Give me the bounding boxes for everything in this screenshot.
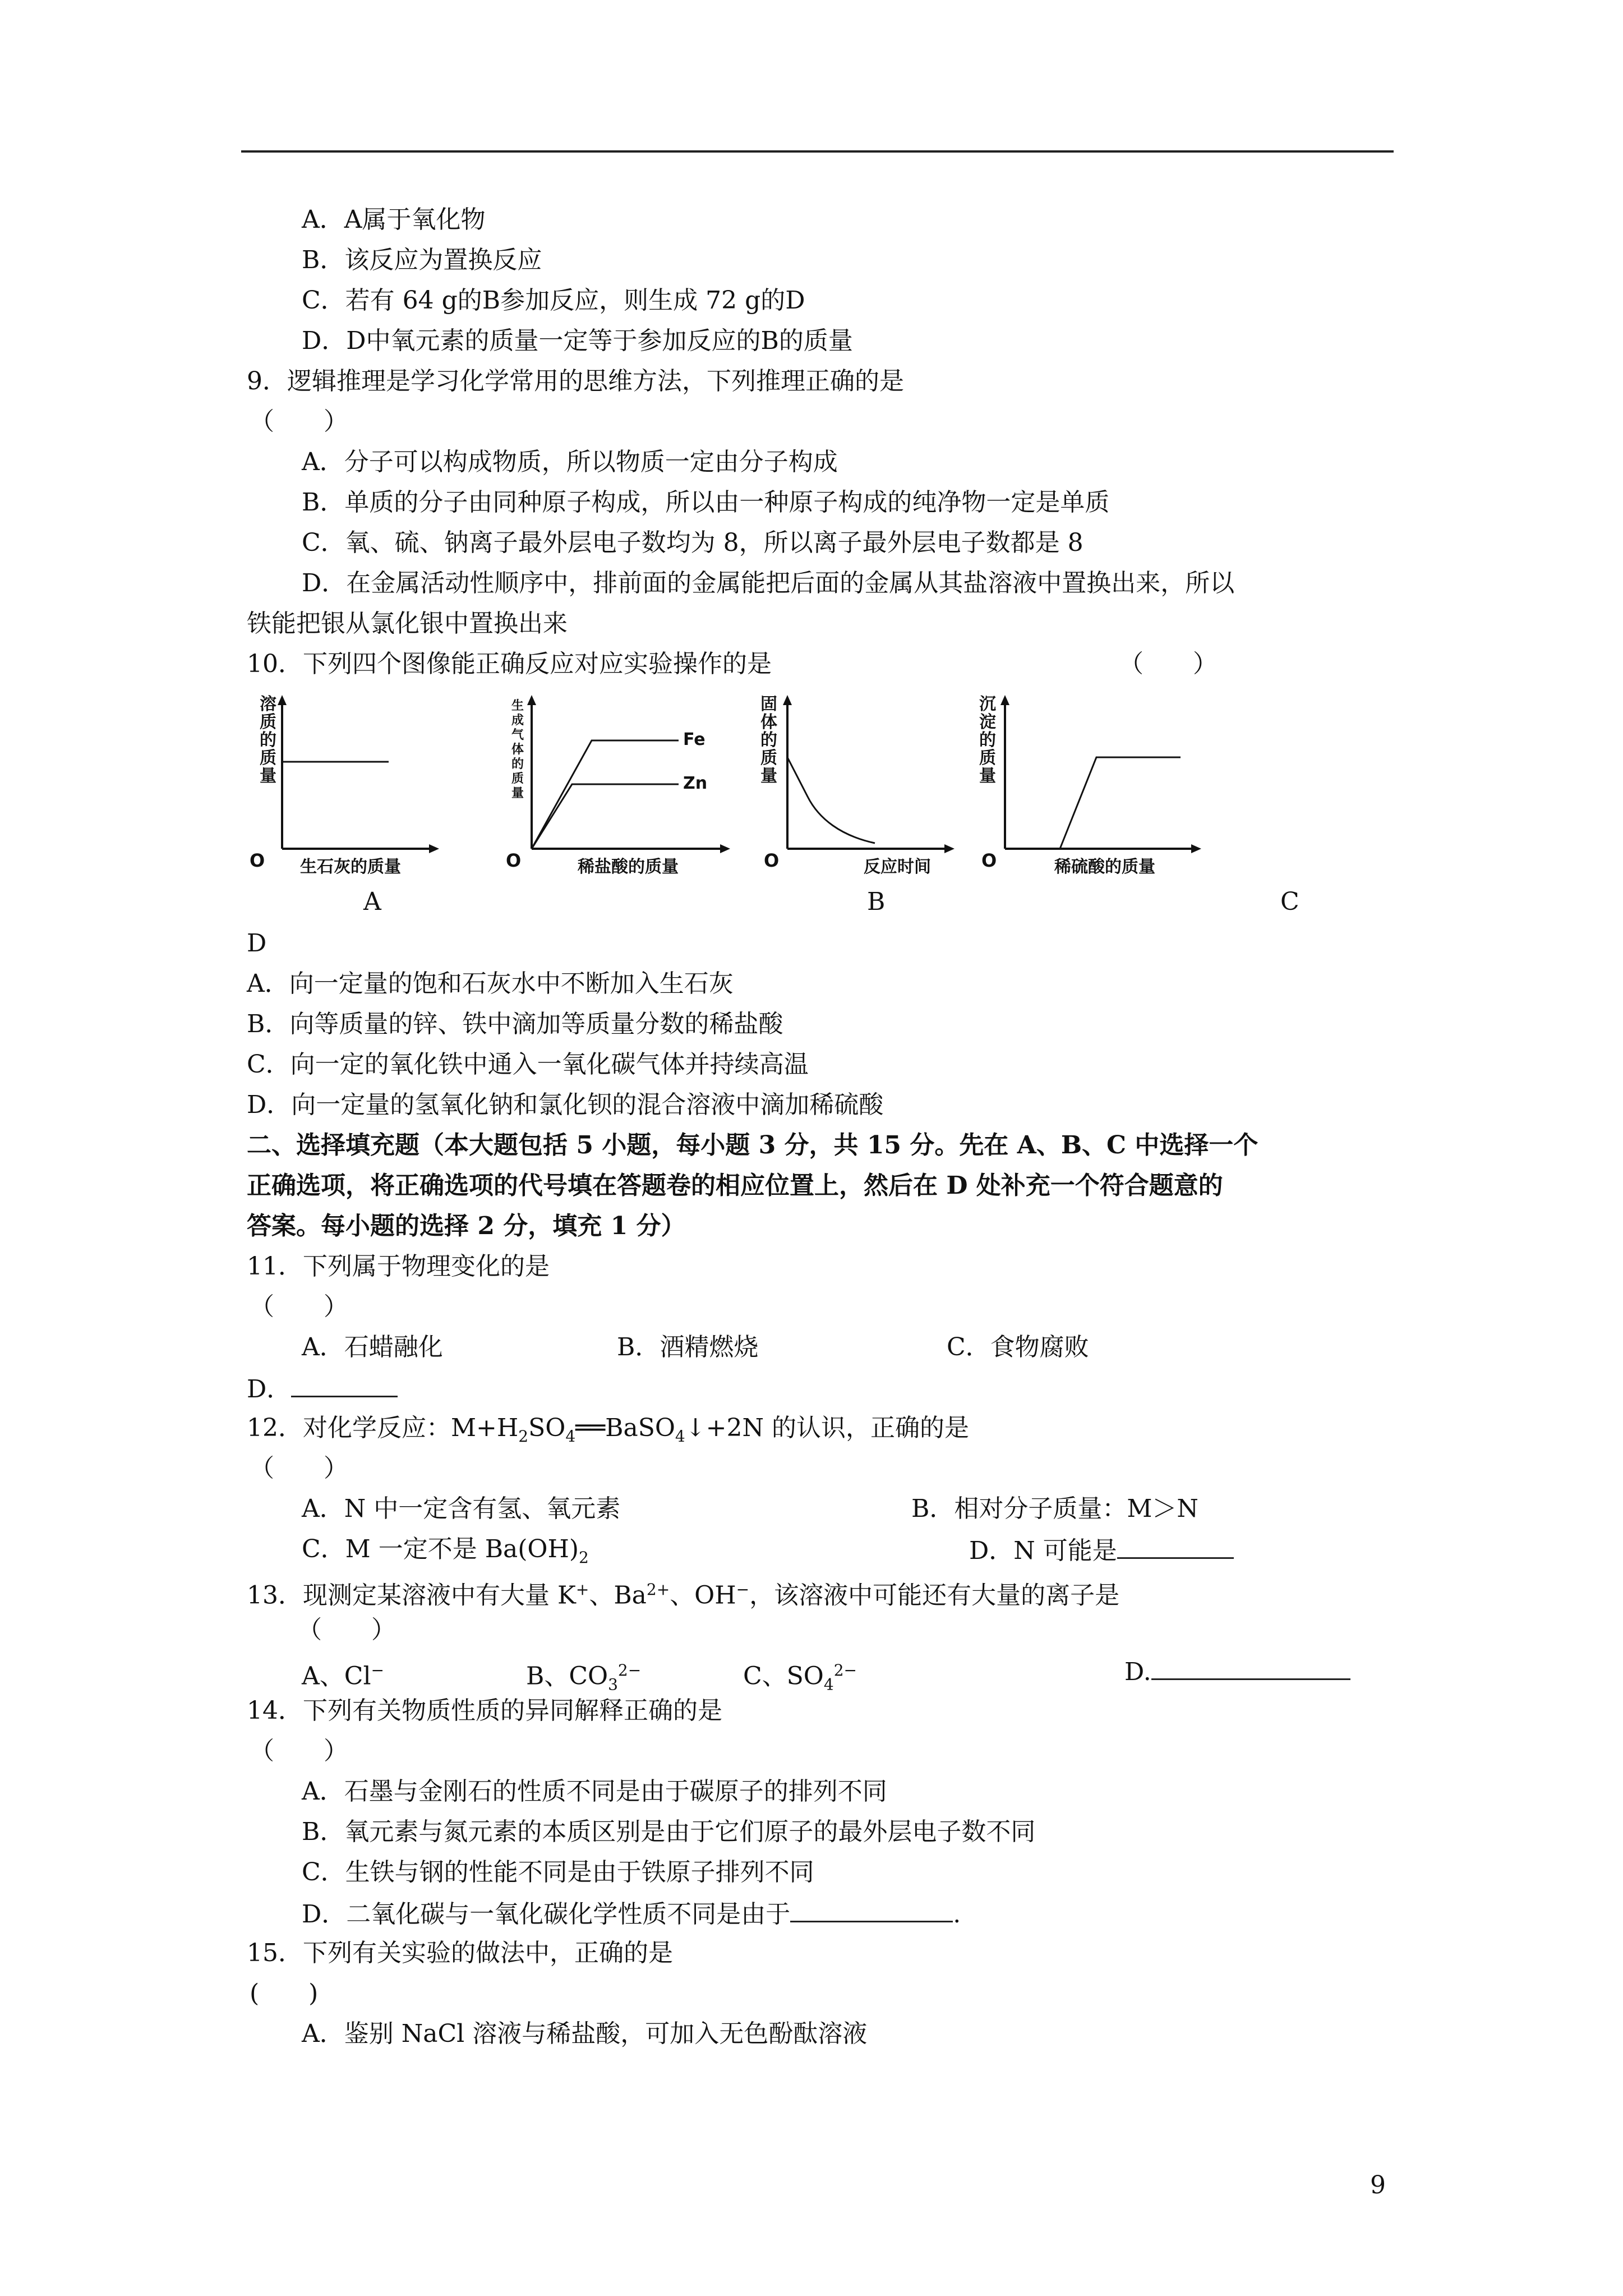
q13-stem-part: 、Ba: [589, 1581, 647, 1610]
q12-stem-part: ══BaSO: [575, 1414, 675, 1442]
graph-b-x-label: 稀盐酸的质量: [578, 857, 679, 877]
graph-d-origin: O: [981, 850, 997, 871]
q12-option-c-sub: 2: [579, 1548, 589, 1567]
graph-d-y-char: 的: [979, 730, 996, 750]
q14-option-c: C．生铁与钢的性能不同是由于铁原子排列不同: [302, 1858, 814, 1887]
graph-label-c: C: [1280, 887, 1299, 916]
q13-option-c-sub: 4: [823, 1675, 834, 1694]
graph-label-d: D: [247, 929, 267, 958]
graph-a-origin: O: [250, 850, 265, 871]
q12-stem-part: SO: [528, 1414, 566, 1442]
q12-option-d-label: D．N 可能是: [969, 1536, 1117, 1565]
graph-c-y-char: 的: [760, 730, 777, 750]
q14-option-d-label: D．二氧化碳与一氧化碳化学性质不同是由于: [302, 1900, 791, 1929]
graph-a-y-arrow: [278, 695, 287, 705]
graph-a-y-label: [260, 694, 276, 786]
q14-option-d-end: .: [953, 1900, 961, 1929]
q8-option-c: C．若有 64 g的B参加反应，则生成 72 g的D: [302, 286, 805, 315]
graph-d-y-label: [979, 694, 996, 786]
graph-b-y-char: 成: [511, 714, 524, 728]
graph-c: [751, 693, 959, 884]
q11-option-b: B．酒精燃烧: [617, 1333, 759, 1361]
q12-option-c: [302, 1533, 589, 1575]
graph-b-x-arrow: [720, 844, 730, 853]
q14-stem: 14．下列有关物质性质的异同解释正确的是: [247, 1696, 722, 1725]
graph-b-y-char: 量: [511, 786, 524, 800]
q8-option-a: A．A属于氧化物: [302, 205, 486, 234]
q11-option-c: C．食物腐败: [947, 1333, 1089, 1361]
graph-a-y-char: 质: [260, 712, 276, 732]
section2-heading-line1: 二、选择填充题（本大题包括 5 小题，每小题 3 分，共 15 分。先在 A、B、C 中选择一个: [247, 1131, 1258, 1159]
graph-b-curve-zn: [532, 784, 679, 849]
q15-answer-paren: ( ): [250, 1979, 319, 2008]
graph-c-origin: O: [764, 850, 780, 871]
q9-option-a: A．分子可以构成物质，所以物质一定由分子构成: [302, 448, 838, 476]
q10-stem: 10．下列四个图像能正确反应对应实验操作的是: [247, 650, 772, 678]
q9-option-b: B．单质的分子由同种原子构成，所以由一种原子构成的纯净物一定是单质: [302, 488, 1110, 517]
q11-option-a: A．石蜡融化: [302, 1333, 443, 1361]
q13-stem-part: 、OH: [670, 1581, 736, 1610]
graph-b-label-zn: Zn: [683, 774, 708, 793]
graph-c-x-arrow: [944, 844, 955, 853]
graph-b-curve-fe: [532, 740, 679, 849]
page-number: 9: [1370, 2171, 1386, 2200]
q13-option-b-sup: 2−: [617, 1661, 642, 1680]
header-rule: [241, 150, 1394, 153]
graph-c-y-char: 质: [760, 748, 777, 768]
graph-label-b: B: [867, 887, 886, 916]
q14-option-a: A．石墨与金刚石的性质不同是由于碳原子的排列不同: [302, 1777, 887, 1806]
q13-option-a-sup: −: [371, 1661, 384, 1680]
graph-d-y-arrow: [1000, 695, 1009, 705]
q15-stem: 15．下列有关实验的做法中，正确的是: [247, 1939, 673, 1967]
q14-option-d: [302, 1896, 961, 1931]
q13-option-b-sub: 3: [608, 1675, 618, 1694]
graph-a: [244, 693, 440, 884]
q13-answer-paren: （ ）: [297, 1616, 396, 1644]
graph-c-curve: [787, 757, 875, 843]
q10-option-b: B．向等质量的锌、铁中滴加等质量分数的稀盐酸: [247, 1010, 783, 1038]
q10-option-a: A．向一定量的饱和石灰水中不断加入生石灰: [247, 969, 734, 998]
graph-d-y-char: 量: [979, 766, 996, 786]
graph-b-label-fe: Fe: [683, 730, 706, 749]
q11-answer-paren: （ ）: [250, 1292, 348, 1321]
q8-option-d: D．D中氧元素的质量一定等于参加反应的B的质量: [302, 326, 853, 355]
q9-option-c: C．氧、硫、钠离子最外层电子数均为 8，所以离子最外层电子数都是 8: [302, 528, 1083, 557]
graph-b-y-label: [511, 699, 524, 800]
graph-label-a: A: [363, 887, 381, 916]
q9-option-d-line1: D．在金属活动性顺序中，排前面的金属能把后面的金属从其盐溶液中置换出来，所以: [302, 569, 1235, 597]
q14-option-b: B．氧元素与氮元素的本质区别是由于它们原子的最外层电子数不同: [302, 1818, 1036, 1846]
q13-option-a: [302, 1654, 384, 1694]
q13-stem-sup: −: [736, 1580, 750, 1599]
q12-stem-sub: 2: [518, 1427, 529, 1446]
q9-stem: 9．逻辑推理是学习化学常用的思维方法，下列推理正确的是: [247, 367, 904, 395]
q13-option-a-text: A、Cl: [302, 1662, 371, 1691]
q12-option-b: B．相对分子质量：M＞N: [911, 1494, 1198, 1523]
q9-answer-paren: （ ）: [250, 407, 348, 436]
q13-option-d-label: D.: [1124, 1658, 1151, 1686]
q13-option-c-sup: 2−: [833, 1661, 857, 1680]
q11-option-d: [247, 1371, 398, 1406]
graph-d-y-char: 质: [979, 748, 996, 768]
q13-option-b-text: B、CO: [526, 1662, 608, 1691]
q13-option-d: [1124, 1654, 1350, 1689]
graph-a-x-arrow: [429, 844, 439, 853]
q12-answer-paren: （ ）: [250, 1454, 348, 1483]
graph-b-y-char: 气: [511, 728, 524, 742]
section2-heading-line3: 答案。每小题的选择 2 分，填充 1 分）: [247, 1212, 686, 1240]
q13-stem: [247, 1573, 1119, 1613]
graph-c-y-arrow: [783, 695, 792, 705]
graph-b-y-char: 质: [511, 772, 524, 786]
q10-answer-paren: （ ）: [1119, 650, 1218, 678]
graph-c-x-label: 反应时间: [864, 857, 931, 877]
q12-stem-sub: 4: [565, 1427, 576, 1446]
q12-answer-blank[interactable]: [1117, 1533, 1234, 1559]
q12-option-a: A．N 中一定含有氢、氧元素: [302, 1494, 621, 1523]
q13-option-c-text: C、SO: [743, 1662, 824, 1691]
q13-option-c: [743, 1654, 857, 1701]
q12-option-d: [969, 1533, 1234, 1568]
graph-d-x-arrow: [1191, 844, 1201, 853]
graph-d-x-label: 稀硫酸的质量: [1054, 857, 1155, 877]
q14-answer-paren: （ ）: [250, 1737, 348, 1765]
graph-a-y-char: 量: [260, 766, 276, 786]
q12-stem-sub: 4: [675, 1427, 685, 1446]
q11-stem: 11．下列属于物理变化的是: [247, 1252, 550, 1281]
section2-heading-line2: 正确选项，将正确选项的代号填在答题卷的相应位置上，然后在 D 处补充一个符合题意的: [247, 1171, 1223, 1200]
q12-stem-part: 12．对化学反应：M+H: [247, 1414, 519, 1442]
graph-d-y-char: 淀: [979, 712, 996, 732]
q12-option-c-text: C．M 一定不是 Ba(OH): [302, 1535, 579, 1563]
graph-a-y-char: 质: [260, 748, 276, 768]
graph-b: [505, 693, 735, 884]
graph-a-y-char: 溶: [260, 694, 276, 714]
q13-stem-sup: +: [575, 1580, 589, 1599]
q14-answer-blank[interactable]: [790, 1896, 953, 1922]
q11-answer-blank[interactable]: [291, 1371, 398, 1397]
q10-option-c: C．向一定的氧化铁中通入一氧化碳气体并持续高温: [247, 1050, 809, 1079]
graph-a-y-char: 的: [260, 730, 276, 750]
graph-c-y-char: 量: [760, 766, 777, 786]
graph-b-y-arrow: [527, 695, 536, 705]
graph-d-y-char: 沉: [979, 694, 996, 714]
q13-stem-sup: 2+: [646, 1580, 670, 1599]
graph-c-y-char: 体: [760, 712, 777, 732]
q15-option-a: A．鉴别 NaCl 溶液与稀盐酸，可加入无色酚酞溶液: [302, 2019, 868, 2048]
q8-option-b: B．该反应为置换反应: [302, 246, 542, 274]
q13-answer-blank[interactable]: [1151, 1654, 1350, 1680]
graph-b-y-char: 生: [511, 699, 524, 713]
graph-b-origin: O: [506, 850, 522, 871]
q13-stem-part: ，该溶液中可能还有大量的离子是: [749, 1581, 1120, 1610]
q12-stem: [247, 1411, 969, 1453]
graph-a-x-label: 生石灰的质量: [300, 857, 401, 877]
q10-option-d: D．向一定量的氢氧化钠和氯化钡的混合溶液中滴加稀硫酸: [247, 1091, 884, 1119]
q13-stem-part: 13．现测定某溶液中有大量 K: [247, 1581, 576, 1610]
graph-b-y-char: 的: [511, 757, 524, 771]
q11-option-d-label: D．: [247, 1375, 292, 1404]
graph-c-y-label: [760, 694, 777, 786]
q9-option-d-line2: 铁能把银从氯化银中置换出来: [247, 609, 568, 638]
graph-b-y-char: 体: [511, 743, 524, 757]
graph-d: [970, 693, 1206, 884]
q12-stem-part: ↓+2N 的认识，正确的是: [685, 1414, 969, 1442]
graph-c-y-char: 固: [760, 694, 777, 714]
graph-d-curve: [1060, 757, 1181, 849]
